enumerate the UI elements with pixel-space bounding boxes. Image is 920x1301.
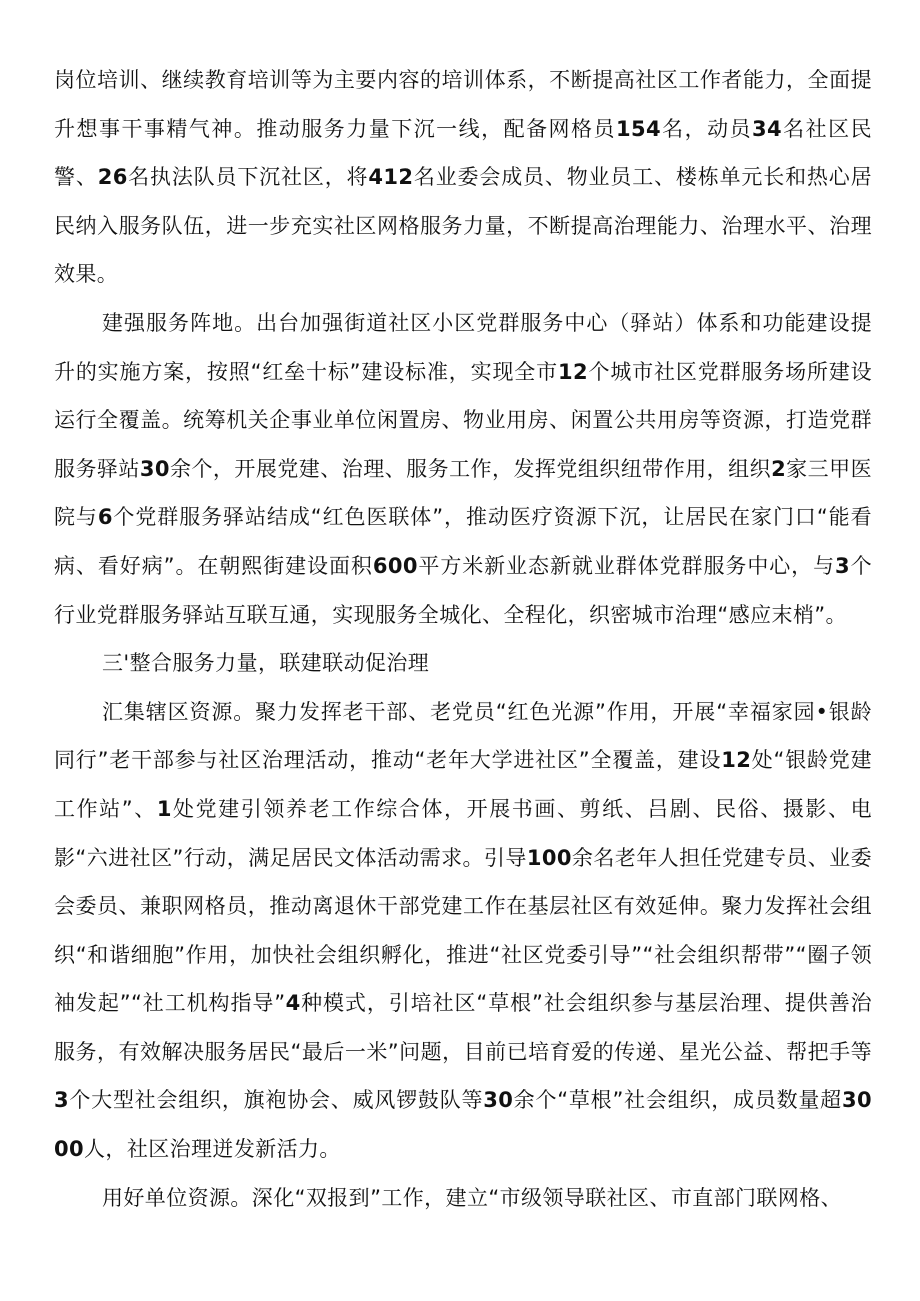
bold-number: 154 [616,116,662,141]
text-segment: 处党建引领养老工作综合体，开展书画、剪纸、吕剧、民俗、摄影、电影“六进社区”行动，满足居民文体活动需求。引导 [54,796,872,870]
text-segment: 汇集辖区资源。聚力发挥老干部、老党员“红色光源”作用，开展“幸福家园•银龄同行”老干部参与社区治理活动，推动“老年大学进社区”全覆盖，建设 [54,699,872,773]
paragraph [54,299,872,639]
bold-number: 12 [558,359,589,384]
text-segment: 余个，开展党建、治理、服务工作，发挥党组织纽带作用，组织 [169,456,772,481]
bold-number: 12 [721,748,752,773]
text-segment: 名，动员 [661,116,753,141]
text-segment: 余个“草根”社会组织，成员数量超 [513,1088,842,1113]
text-segment: 个大型社会组织，旗袍协会、威风锣鼓队等 [69,1088,484,1113]
bold-number: 412 [368,165,414,190]
bold-number: 3 [54,1088,70,1113]
bold-number: 3 [835,553,851,578]
bold-number: 2 [771,456,787,481]
paragraph [54,1174,872,1223]
text-segment: 家三甲医院与 [54,456,872,530]
bold-number: 26 [97,165,128,190]
bold-number: 30 [483,1088,514,1113]
bold-number: 100 [526,845,572,870]
bold-number: 600 [372,553,418,578]
text-segment: 名社区民警、 [54,116,872,190]
paragraph [54,639,872,688]
text-segment: 个行业党群服务驿站互联互通，实现服务全城化、全程化，织密城市治理“感应末梢”。 [54,553,872,627]
bold-number: 3000 [54,1088,872,1162]
text-segment: 处“银龄党建工作站”、 [54,748,872,821]
paragraph [54,56,872,299]
text-segment: 用好单位资源。深化“双报到”工作，建立“市级领导联社区、市直部门联网格、 [102,1185,843,1210]
text-segment: 余名老年人担任党建专员、业委会委员、兼职网格员，推动离退休干部党建工作在基层社区有效延伸。聚力发挥社会组织“和谐细胞”作用，加快社会组织孵化，推进“社区党委引导”“社会组织帮带”“圈子领袖发起”“社工机构指导” [54,845,872,1016]
text-segment: 名业委会成员、物业员工、楼栋单元长和热心居民纳入服务队伍，进一步充实社区网格服务力量，不断提高治理能力、治理水平、治理效果。 [54,165,872,287]
text-segment: 人，社区治理迸发新活力。 [84,1137,341,1162]
bold-number: 34 [752,116,783,141]
text-segment: 建强服务阵地。出台加强街道社区小区党群服务中心（驿站）体系和功能建设提升的实施方案，按照“红垒十标”建设标准，实现全市 [54,310,872,384]
text-segment: 个党群服务驿站结成“红色医联体”，推动医疗资源下沉，让居民在家门口“能看病、看好病”。在朝熙街建设面积 [54,505,872,578]
text-segment: 三'整合服务力量，联建联动促治理 [102,651,430,676]
text-segment: 平方米新业态新就业群体党群服务中心，与 [417,553,836,578]
text-segment: 个城市社区党群服务场所建设运行全覆盖。统筹机关企事业单位闲置房、物业用房、闲置公共用房等资源，打造党群服务驿站 [54,359,872,481]
bold-number: 1 [156,796,172,821]
bold-number: 6 [97,505,113,530]
text-segment: 岗位培训、继续教育培训等为主要内容的培训体系，不断提高社区工作者能力，全面提升想事干事精气神。推动服务力量下沉一线，配备网格员 [54,68,872,141]
bold-number: 4 [285,991,301,1016]
paragraph [54,688,872,1174]
text-segment: 种模式，引培社区“草根”社会组织参与基层治理、提供善治服务，有效解决服务居民“最后一米”问题，目前已培育爱的传递、星光公益、帮把手等 [54,991,873,1064]
text-segment: 名执法队员下沉社区，将 [127,165,369,190]
bold-number: 30 [139,456,170,481]
